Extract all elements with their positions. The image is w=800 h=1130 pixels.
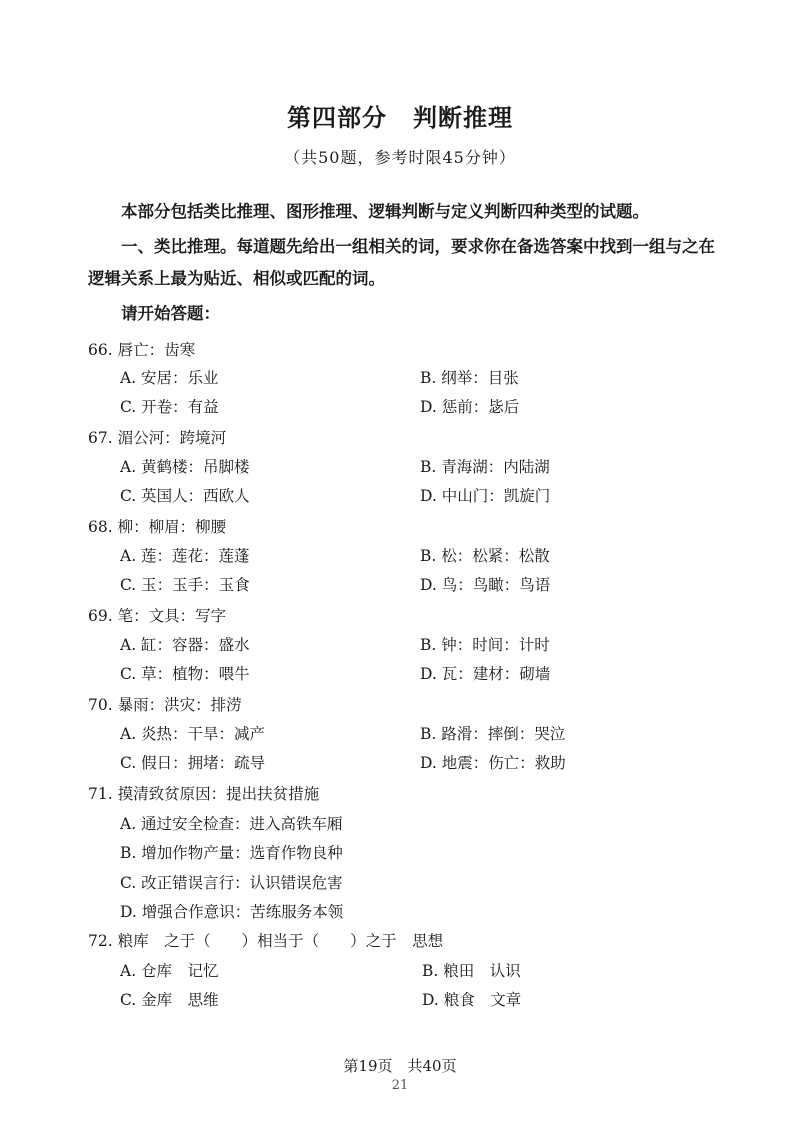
question-stem: 67. 湄公河：跨境河 [88, 429, 227, 447]
question-stem: 71. 摸清致贫原因：提出扶贫措施 [88, 785, 320, 803]
intro-start: 请开始答题： [121, 304, 220, 323]
question-stem: 69. 笔：文具：写字 [88, 607, 227, 625]
page-info: 第19页 共40页 [343, 1057, 457, 1075]
option-b: B. 纲举：目张 [420, 369, 519, 387]
option-a: A. 通过安全检查：进入高铁车厢 [120, 815, 343, 833]
option-b: B. 松：松紧：松散 [420, 547, 550, 565]
option-c: C. 开卷：有益 [120, 398, 219, 416]
option-a: A. 炎热：干旱：减产 [120, 725, 266, 743]
option-b: B. 青海湖：内陆湖 [420, 458, 550, 476]
page-subtitle: （共50题，参考时限45分钟） [284, 148, 516, 167]
option-b: B. 粮田 认识 [422, 962, 521, 980]
question-stem: 66. 唇亡：齿寒 [88, 341, 196, 359]
question-stem: 72. 粮库 之于（ ）相当于（ ）之于 思想 [88, 932, 444, 950]
option-d: D. 鸟：鸟瞰：鸟语 [420, 576, 551, 594]
option-c: C. 玉：玉手：玉食 [120, 576, 250, 594]
option-c: C. 改正错误言行：认识错误危害 [120, 874, 343, 892]
option-c: C. 假日：拥堵：疏导 [120, 754, 266, 772]
intro-overview: 本部分包括类比推理、图形推理、逻辑判断与定义判断四种类型的试题。 [121, 202, 649, 221]
page-title [0, 98, 800, 133]
option-d: D. 粮食 文章 [422, 991, 522, 1009]
option-b: B. 钟：时间：计时 [420, 636, 550, 654]
intro-section1: 一、类比推理。每道题先给出一组相关的词，要求你在备选答案中找到一组与之在逻辑关系上最为贴近、相似或匹配的词。 [88, 237, 715, 288]
option-a: A. 仓库 记忆 [120, 962, 219, 980]
option-d: D. 瓦：建材：砌墙 [420, 665, 551, 683]
option-c: C. 金库 思维 [120, 991, 219, 1009]
option-a: A. 安居：乐业 [120, 369, 219, 387]
option-b: B. 路滑：摔倒：哭泣 [420, 725, 566, 743]
option-c: C. 英国人：西欧人 [120, 487, 250, 505]
option-d: D. 中山门：凯旋门 [420, 487, 551, 505]
option-d: D. 增强合作意识：苦练服务本领 [120, 903, 344, 921]
option-a: A. 缸：容器：盛水 [120, 636, 250, 654]
page-number: 21 [391, 1078, 409, 1093]
option-d: D. 惩前：毖后 [420, 398, 520, 416]
question-stem: 68. 柳：柳眉：柳腰 [88, 518, 227, 536]
question-stem: 70. 暴雨：洪灾：排涝 [88, 696, 242, 714]
option-b: B. 增加作物产量：选育作物良种 [120, 844, 343, 862]
title-part: 第四部分 [287, 104, 387, 132]
option-a: A. 莲：莲花：莲蓬 [120, 547, 250, 565]
option-c: C. 草：植物：喂牛 [120, 665, 250, 683]
option-a: A. 黄鹤楼：吊脚楼 [120, 458, 250, 476]
option-d: D. 地震：伤亡：救助 [420, 754, 566, 772]
title-name: 判断推理 [413, 104, 513, 132]
